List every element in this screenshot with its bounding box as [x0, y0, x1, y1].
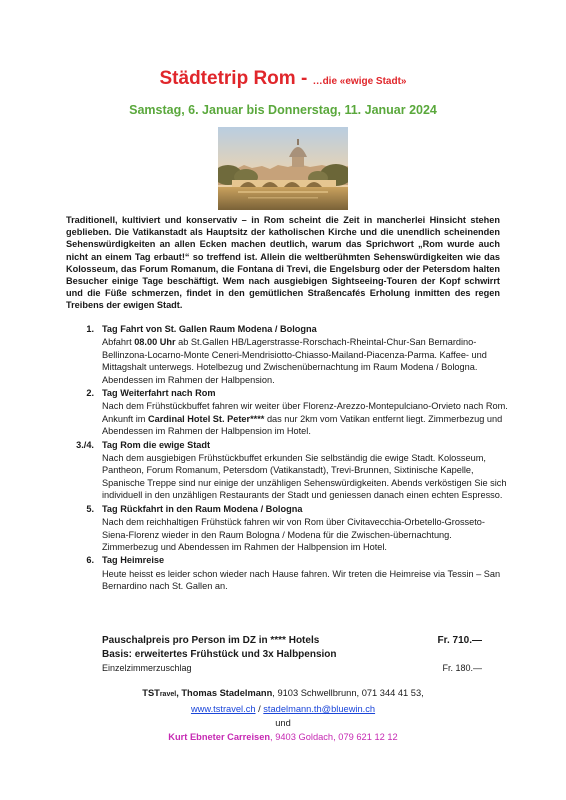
website-link[interactable]: www.tstravel.ch [190, 704, 256, 714]
day-heading: Tag Weiterfahrt nach Rom [102, 388, 216, 399]
day-text: ab St.Gallen HB/Lagerstrasse-Rorschach-Rheintal-Chur-San Bernardino-Bellinzona-Locarno-Monte Ceneri-Mendrisiotto-Chiasso-Mailand-Piacenza-Parma. Kaffee- und Mittagshalt unterwegs. Hotelbezug und Zwischenübernachtung im Raum Modena / Bologna. Abendessen im Rahmen der Halbpension. [102, 337, 487, 385]
title-main: Städtetrip Rom - [159, 68, 313, 89]
itinerary [64, 323, 510, 594]
hotel-name: Cardinal Hotel St. Peter**** [147, 413, 265, 424]
and-text: und [275, 718, 291, 728]
day-description [102, 400, 510, 437]
day-text: das nur 2km vom Vatikan entfernt liegt. Zimmerbezug und Abendessen im Rahmen der Halbpension im Hotel. [102, 413, 503, 437]
organizer-person: , Thomas Stadelmann [176, 688, 273, 698]
day-number: 3./4. [76, 439, 94, 450]
day-number: 6. [86, 555, 94, 566]
partner-address: , 9403 Goldach, 079 621 12 12 [270, 732, 398, 742]
day-number: 2. [86, 388, 94, 399]
links-line [0, 702, 566, 716]
surcharge-label: Einzelzimmerzuschlag [102, 663, 192, 673]
organizer-brand: TST [142, 688, 160, 698]
organizer-address: , 9103 Schwellbrunn, 071 344 41 53, [272, 688, 424, 698]
day-description [102, 336, 510, 386]
day-heading: Tag Heimreise [102, 555, 165, 566]
price-block [102, 634, 482, 676]
day-heading: Tag Rom die ewige Stadt [102, 439, 211, 450]
day-text: Nach dem Frühstückbuffet fahren wir weiter über Florenz-Arezzo-Montepulciano-Orvieto nach Rom. Ankunft im [102, 401, 508, 424]
day-text: Abfahrt [102, 337, 135, 348]
price-basis-row [102, 648, 482, 662]
organizer-line [0, 686, 566, 702]
surcharge-value: Fr. 180.— [442, 663, 482, 673]
organizer-brand-small: ravel [159, 691, 177, 698]
footer-contacts [0, 686, 566, 744]
trip-dates: Samstag, 6. Januar bis Donnerstag, 11. Januar 2024 [129, 103, 437, 117]
day-description: Nach dem ausgiebigen Frühstückbuffet erkunden Sie selbständig die ewige Stadt. Kolosseum, Pantheon, Forum Romanum, Petersdom (Vatikanstadt), Trevi-Brunnen, Sixtinische Kapelle, Spanische Treppe sind nur einige der unzähligen Sehenswürdigkeiten. Abends verköstigen Sie sich individuell in den unzähligen Restaurants der Stadt und geniessen danach einen echten Espresso. [102, 453, 507, 501]
link-separator: / [255, 704, 264, 714]
day-number: 1. [86, 324, 94, 334]
itinerary-day [64, 503, 510, 554]
partner-line [0, 730, 566, 744]
intro-paragraph: Traditionell, kultiviert und konservativ – in Rom scheint die Zeit in mancherlei Hinsicht stehen geblieben. Die Vatikanstadt als Hauptsitz der katholischen Kirche und die unendlich scheinenden Sehenswürdigkeiten an allen Ecken machen deutlich, warum das Sprichwort „Rom wurde auch nicht an einem Tag erbaut!“ so treffend ist. Allein die weltberühmten Sehenswürdigkeiten wie das Kolosseum, das Forum Romanum, die Fontana di Trevi, die Engelsburg oder der Petersdom halten Besucher einige Tage beschäftigt. Wem nach ausgiebigen Sightseeing-Touren der Kopf schwirrt und die Füße schmerzen, findet in den gemütlichen Straßencafés Erholung inmitten des regen Treibens der ewigen Stadt. [66, 215, 500, 311]
partner-name: Kurt Ebneter Carreisen [168, 732, 271, 742]
day-text-bold: 08.00 Uhr [134, 337, 176, 348]
itinerary-day [64, 387, 510, 438]
itinerary-day [64, 439, 510, 502]
day-description: Heute heisst es leider schon wieder nach Hause fahren. Wir treten die Heimreise via Tessin – San Bernardino nach St. Gallen an. [102, 568, 501, 592]
price-row [102, 634, 482, 648]
title-sub: …die «ewige Stadt» [312, 76, 407, 87]
page-title [0, 68, 566, 93]
day-number: 5. [86, 503, 94, 514]
day-description: Nach dem reichhaltigen Frühstück fahren wir von Rom über Civitavecchia-Orbetello-Grosseto-Siena-Florenz wieder in den Raum Bologna / Modena für die Zwischen-übernachtung. Zimmerbezug und Abendessen im Rahmen der Halbpension im Hotel. [102, 517, 485, 552]
day-heading: Tag Fahrt von St. Gallen Raum Modena / Bologna [102, 324, 317, 334]
price-label: Pauschalpreis pro Person im DZ in **** Hotels [102, 635, 320, 646]
rome-photo [218, 127, 348, 210]
price-basis: Basis: erweitertes Frühstück und 3x Halbpension [102, 649, 337, 660]
itinerary-day [64, 323, 510, 386]
price-value: Fr. 710.— [437, 635, 482, 646]
itinerary-day [64, 554, 510, 592]
day-heading: Tag Rückfahrt in den Raum Modena / Bologna [102, 503, 303, 514]
surcharge-row [102, 662, 482, 676]
organizer-name [142, 688, 272, 698]
email-link[interactable]: stadelmann.th@bluewin.ch [263, 704, 376, 714]
